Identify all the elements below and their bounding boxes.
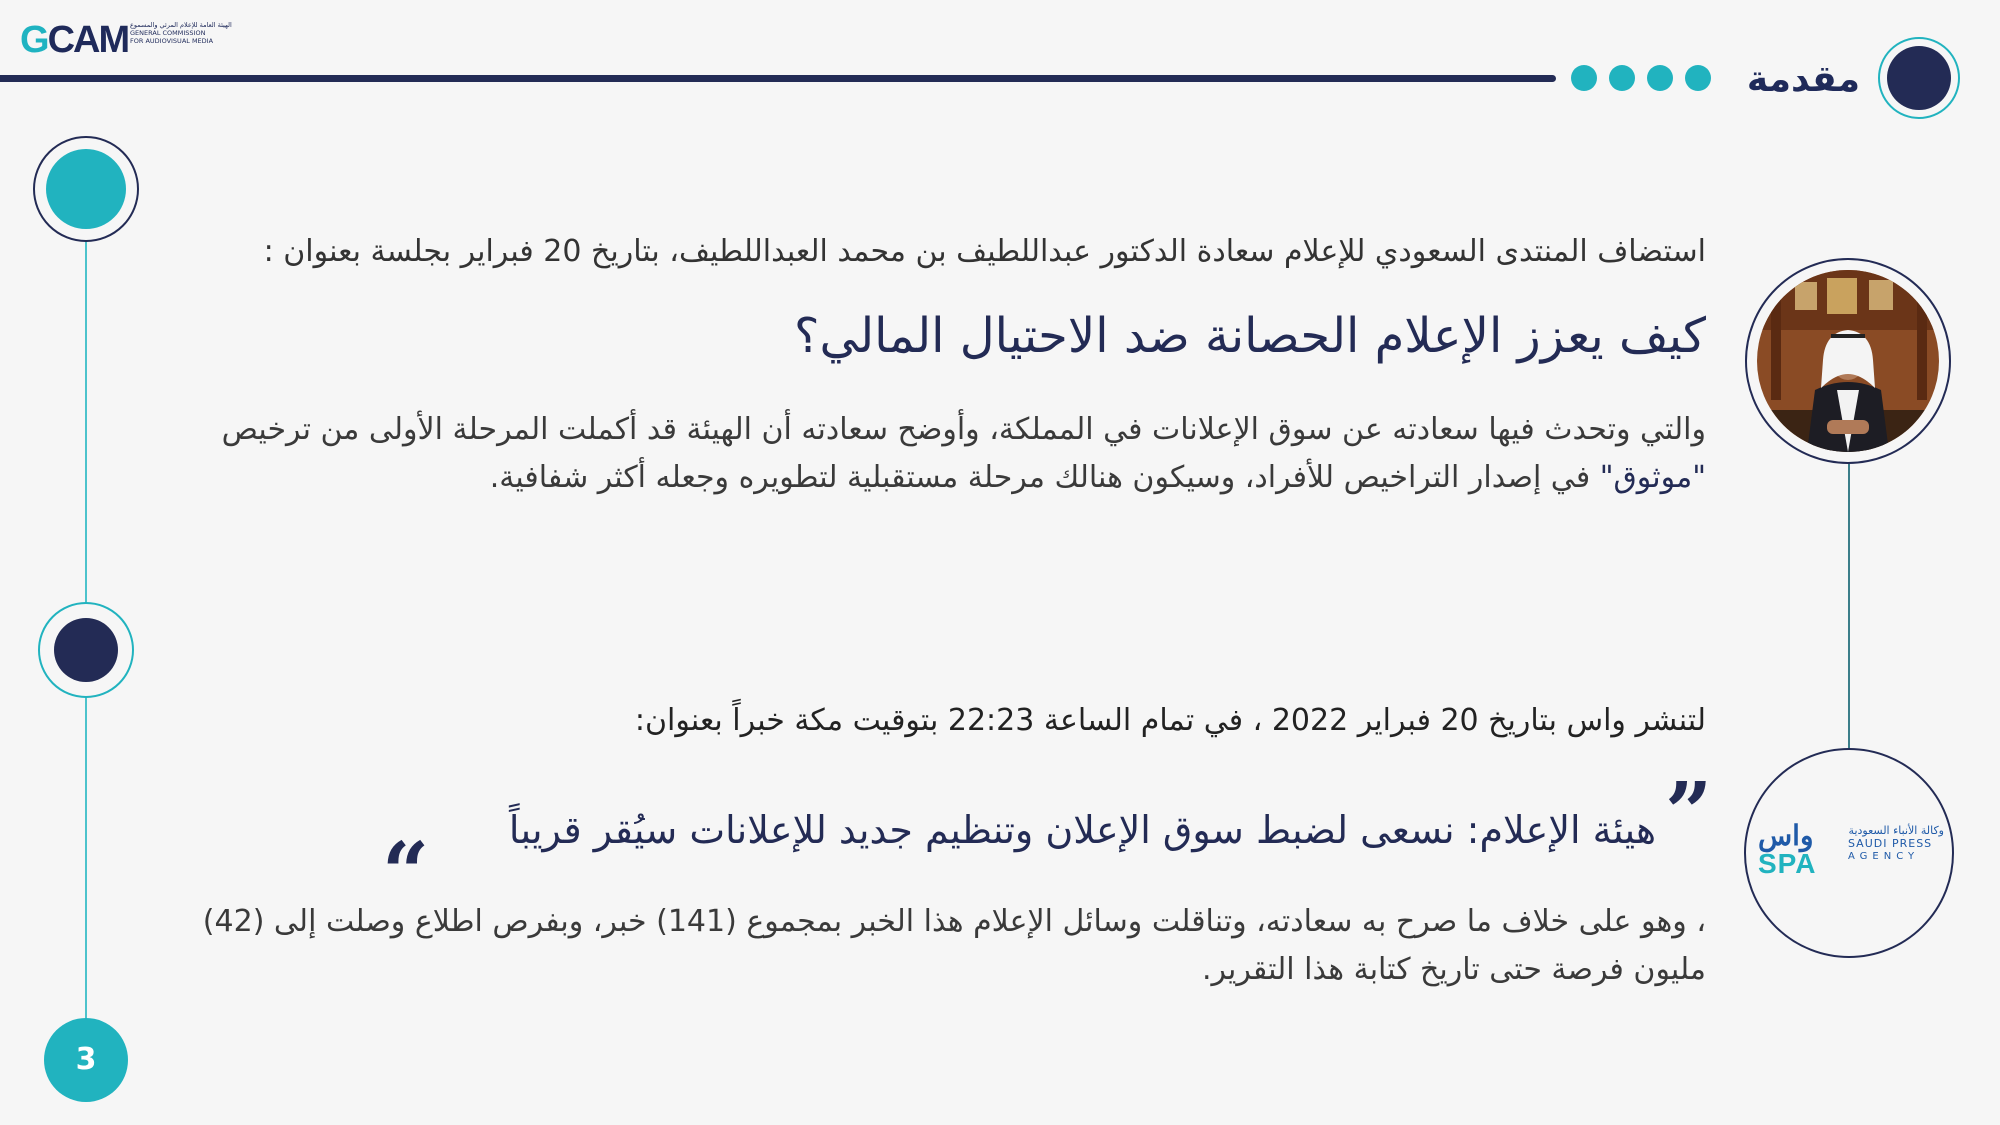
timeline-line-right [1848,460,1850,750]
news-headline: هيئة الإعلام: نسعى لضبط سوق الإعلان وتنظيم جديد للإعلانات سيُقر قريباً [508,808,1656,852]
spa-logo [1758,822,1944,886]
progress-dot [1647,65,1673,91]
spa-logo-frame [1744,748,1954,958]
quote-open-icon: ” [1665,765,1713,861]
spa-logo-mark: واس SPA [1758,820,1817,879]
gcam-logo [20,20,230,60]
timeline-node-teal [33,136,139,242]
page-number: 3 [44,1018,128,1102]
gcam-logo-mark: GCAM [20,19,129,61]
header-rule [0,75,1556,82]
section-badge [1878,37,1960,119]
intro-text: استضاف المنتدى السعودي للإعلام سعادة الدكتور عبداللطيف بن محمد العبداللطيف، بتاريخ 20 فبراير بجلسة بعنوان : [263,234,1706,269]
spa-logo-arabic: وكالة الأنباء السعودية [1848,824,1944,837]
gcam-logo-english-1: GENERAL COMMISSION [130,29,206,37]
spa-logo-english-1: SAUDI PRESS [1848,837,1933,850]
spa-logo-text [1848,824,1944,863]
speaker-photo [1757,270,1939,452]
section-title: مقدمة [1746,59,1860,100]
gcam-logo-text [130,21,242,45]
quote-close-icon: “ [382,825,430,921]
progress-dot [1609,65,1635,91]
spa-intro-text: لتنشر واس بتاريخ 20 فبراير 2022 ، في تمام الساعة 22:23 بتوقيت مكة خبراً بعنوان: [634,703,1706,738]
gcam-logo-english-2: FOR AUDIOVISUAL MEDIA [130,37,214,45]
session-headline: كيف يعزز الإعلام الحصانة ضد الاحتيال المالي؟ [794,308,1706,364]
gcam-logo-arabic: الهيئة العامة للإعلام المرئي والمسموع [130,21,232,29]
speaker-photo-frame [1745,258,1951,464]
progress-dot [1685,65,1711,91]
session-paragraph: والتي وتحدث فيها سعادته عن سوق الإعلانات في المملكة، وأوضح سعادته أن الهيئة قد أكملت المرحلة الأولى من ترخيص "موثوق" في إصدار التراخيص للأفراد، وسيكون هنالك مرحلة مستقبلية لتطويره وجعله أكثر شفافية. [221,412,1706,495]
speaker-photo-illustration [1757,270,1939,452]
timeline-node-navy [38,602,134,698]
mawthooq-highlight: "موثوق" [1599,460,1706,495]
spa-logo-english-2: AGENCY [1848,851,1920,862]
progress-dot [1571,65,1597,91]
news-paragraph: ، وهو على خلاف ما صرح به سعادته، وتناقلت وسائل الإعلام هذا الخبر بمجموع (141) خبر، وبفرص اطلاع وصلت إلى (42) مليون فرصة حتى تاريخ كتابة هذا التقرير. [202,904,1706,987]
